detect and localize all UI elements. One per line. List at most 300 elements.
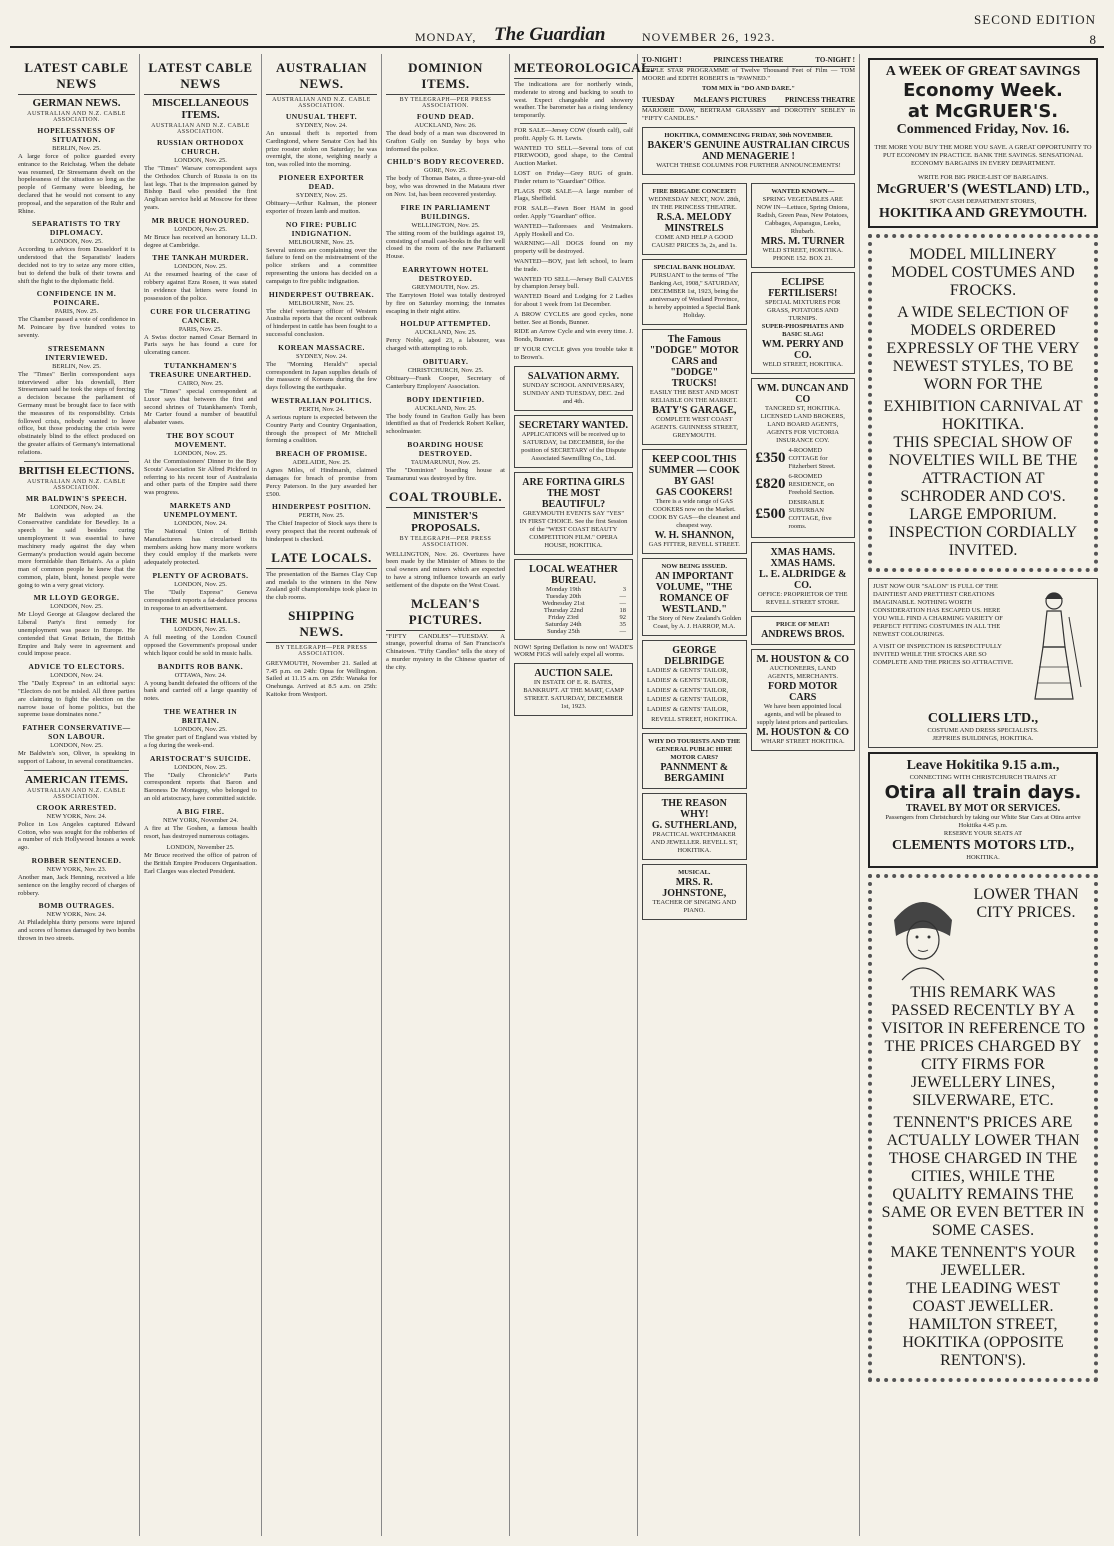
dodge-ad xyxy=(642,329,747,445)
story-dateline: WELLINGTON, Nov. 25. xyxy=(411,221,480,229)
property-price: £820 xyxy=(755,476,786,493)
masthead-page-number: 8 xyxy=(1089,32,1096,47)
property-listing xyxy=(756,473,851,497)
ad-heading: FIRE BRIGADE CONCERT! xyxy=(652,187,737,195)
ad-text: EASILY THE BEST AND MOST RELIABLE ON THE MARKET. xyxy=(649,388,739,404)
credit-line: AUSTRALIAN AND N.Z. CABLE ASSOCIATION. xyxy=(151,123,250,135)
property-listing xyxy=(756,499,851,531)
story-title: PIONEER EXPORTER DEAD. xyxy=(278,172,365,191)
rain-value: 3 xyxy=(622,585,626,593)
news-story xyxy=(144,501,257,567)
ad-text: SPECIAL MIXTURES FOR GRASS, POTATOES AND TURNIPS. xyxy=(765,298,841,322)
story-dateline: OTTAWA, Nov. 24. xyxy=(174,671,227,679)
news-story xyxy=(18,723,135,766)
story-text: The greater part of England was visited by a fog during the week-end. xyxy=(144,734,257,749)
news-story xyxy=(18,803,135,852)
ad-heading: WANTED KNOWN— xyxy=(771,187,835,195)
story-list xyxy=(18,494,135,766)
story-text: A full meeting of the London Council opposed the Government's proposal under which liquor could be sold in music halls. xyxy=(144,634,257,657)
story-title: ARISTOCRAT'S SUICIDE. xyxy=(149,753,252,763)
story-text: The "Dominion" boarding house at Taumarunui was destroyed by fire. xyxy=(386,466,505,482)
meat-ad xyxy=(751,616,856,645)
story-text: At Philadelphia thirty persons were injured and scores of homes damaged by two bombs thrown in two streets. xyxy=(18,919,135,943)
ad-heading: BATY'S GARAGE, xyxy=(652,404,737,416)
ad-text: Passengers from Christchurch by taking our White Star Cars at Otira arrive Hokitika 4.45 p.m. xyxy=(885,814,1081,829)
ad-text: COME AND HELP A GOOD CAUSE! PRICES 3s, 2s, and 1s. xyxy=(651,233,737,249)
ad-heading: R.S.A. MELODY MINSTRELS xyxy=(656,211,732,234)
section-heading: SHIPPING NEWS. xyxy=(266,608,377,643)
story-dateline: GORE, Nov. 25. xyxy=(423,167,468,175)
theatre-name: McLEAN'S PICTURES xyxy=(693,96,766,105)
story-dateline: NEW YORK, Nov. 24. xyxy=(46,911,107,919)
ad-heading: COLLIERS LTD., xyxy=(927,711,1039,726)
ad-heading: ANDREWS BROS. xyxy=(761,628,845,640)
ad-text: COMPLETE WEST COAST AGENTS. GUINNESS STREET, GREYMOUTH. xyxy=(650,415,739,439)
article-text: "FIFTY CANDLES"—TUESDAY. A strange, powerful drama of San Francisco's Chinatown. "Fifty Candles" tells the story of a murder mystery in the Chinese quarter of the city. xyxy=(386,632,505,671)
story-dateline: LONDON, Nov. 25. xyxy=(174,626,227,634)
weather-bureau xyxy=(514,559,633,640)
story-dateline: BERLIN, Nov. 25. xyxy=(52,362,101,370)
table-row xyxy=(519,600,628,607)
ad-text: We have been appointed local agents, and will be pleased to supply latest prices and particulars. xyxy=(756,702,849,726)
weather-text: The indications are for northerly winds, moderate to strong and backing to south to west. Expect changeable and showery weather. The barometer has a rising tendency temporarily. xyxy=(514,81,633,120)
list-item: WANTED TO SELL—Jersey Bull CALVES by champion Jersey bull. xyxy=(514,275,633,291)
news-story xyxy=(266,220,377,286)
ad-text: THIS REMARK WAS PASSED RECENTLY BY A VISITOR IN REFERENCE TO THE PRICES CHARGED BY CITY FIRMS FOR JEWELLERY LINES, SILVERWARE, ETC. xyxy=(880,984,1085,1109)
article-text: NOW! Spring Deflation is now on! WADE'S WORM FIGS will safely expel all worms. xyxy=(514,643,633,659)
ad-heading: Leave Hokitika 9.15 a.m., xyxy=(906,758,1060,773)
rain-value: 35 xyxy=(619,620,626,628)
ad-heading: AN IMPORTANT VOLUME, "THE ROMANCE OF WESTLAND." xyxy=(655,570,734,615)
list-item: LADIES' & GENTS' TAILOR, xyxy=(647,696,729,704)
ad-heading: FORD MOTOR CARS xyxy=(767,680,838,703)
news-story xyxy=(144,307,257,357)
ad-heading: at McGRUER'S. xyxy=(907,101,1059,122)
dress-illustration-icon xyxy=(1019,587,1089,707)
section-subheading: GERMAN NEWS. xyxy=(32,97,121,109)
story-list xyxy=(18,126,135,457)
story-dateline: SYDNEY, Nov. 24. xyxy=(296,352,347,360)
ad-heading: NOW BEING ISSUED. xyxy=(661,562,727,570)
list-item: FOR SALE—Jersey COW (fourth calf), calf profit. Apply G. H. Lewis. xyxy=(514,126,633,142)
ad-heading: THE REASON WHY! xyxy=(661,797,727,820)
story-text: The body found in Grafton Gully has been identified as that of Frederick Robert Kelker, schoolmaster. xyxy=(386,412,505,436)
ad-text: IN ESTATE OF E. R. BATES, BANKRUPT. AT THE MART, CAMP STREET. SATURDAY, DECEMBER 1st, 1923. xyxy=(523,679,624,711)
table-row xyxy=(519,628,628,635)
rain-day: Wednesday 21st xyxy=(542,599,585,607)
story-title: NO FIRE: PUBLIC INDIGNATION. xyxy=(285,219,358,238)
story-title: BREACH OF PROMISE. xyxy=(275,449,368,459)
story-dateline: NEW YORK, Nov. 24. xyxy=(46,812,107,820)
story-title: CURE FOR ULCERATING CANCER. xyxy=(150,306,251,325)
circus-ad xyxy=(642,127,855,175)
ad-text: JUST NOW OUR "SALON" IS FULL OF THE DAINTIEST AND PRETTIEST CREATIONS IMAGINABLE. NOTHING WORTH CONSIDERATION HAS ESCAPED US. HERE YOU WILL FIND A CHARMING VARIETY OF PERFECT FITTING COSTUMES IN ALL THE NEWEST COLOURINGS. xyxy=(873,583,1003,638)
section-heading: LATEST CABLE NEWS xyxy=(144,60,257,95)
book-ad xyxy=(642,558,747,636)
story-text: At the resumed hearing of the case of robbery against Ezra Rosen, it was stated in evidence that letters were found in possession of the police. xyxy=(144,271,257,302)
news-story xyxy=(386,203,505,261)
ad-text: WRITE FOR BIG PRICE-LIST OF BARGAINS. xyxy=(918,174,1048,181)
ad-heading: TRAVEL BY MOT OR SERVICES. xyxy=(905,803,1061,814)
ad-text: A WIDE SELECTION OF MODELS ORDERED EXPRESSLY OF THE VERY NEWEST STYLES, TO BE WORN FOR THE xyxy=(886,304,1080,393)
news-story xyxy=(144,844,257,875)
story-text: Police in Los Angeles captured Edward Cotton, who was sought for the robberies of a number of rich Hollywood houses a week ago. xyxy=(18,820,135,852)
auction-ad xyxy=(514,663,633,716)
ad-text: PURSUANT to the terms of "The Banking Act, 1908," SATURDAY, DECEMBER 1st, 1923, being the anniversary of Westland Province, is hereby appointed a Special Bank Holiday. xyxy=(648,271,740,319)
table-row xyxy=(519,593,628,600)
list-item: LADIES' & GENTS' TAILOR, xyxy=(647,706,729,714)
section-heading: COAL TROUBLE. xyxy=(386,489,505,508)
credit-line: BY TELEGRAPH—PER PRESS ASSOCIATION. xyxy=(399,535,492,548)
theatre-banner xyxy=(642,54,855,67)
story-dateline: LONDON, Nov. 25. xyxy=(174,580,227,588)
story-dateline: GREYMOUTH, Nov. 25. xyxy=(412,283,479,291)
ad-text: GREYMOUTH EVENTS SAY "YES" IN FIRST CHOICE. See the first Session of the "WEST COAST BEAUTY COMPETITION FILM." OPERA HOUSE, HOKITIKA. xyxy=(519,509,628,549)
list-item: WANTED—Tailoresses and Vestmakers. Apply Hoskell and Co. xyxy=(514,222,633,238)
ad-text: PRACTICAL WATCHMAKER AND JEWELLER. REVELL ST, HOKITIKA. xyxy=(650,830,738,854)
ad-text: TOM MIX in "DO AND DARE." xyxy=(701,84,796,92)
list-item: IF YOUR CYCLE gives you trouble take it to Brown's. xyxy=(514,345,633,361)
story-title: PLENTY OF ACROBATS. xyxy=(152,570,249,580)
tailor-lines xyxy=(647,667,742,714)
ad-text: TENNENT'S PRICES ARE ACTUALLY LOWER THAN THOSE CHARGED IN THE CITIES, WHILE THE QUALITY REMAINS THE SAME OR EVEN BETTER IN SOME CASES. xyxy=(881,1114,1085,1239)
divider xyxy=(24,770,129,771)
ad-heading: GEORGE DELBRIDGE xyxy=(664,644,725,667)
story-dateline: LONDON, Nov. 25. xyxy=(174,157,227,164)
news-story xyxy=(18,126,135,215)
rain-value: — xyxy=(619,627,626,635)
news-story xyxy=(144,253,257,302)
story-list xyxy=(266,112,377,544)
story-text: The Chief Inspector of Stock says there is every prospect that the recent outbreak of hinderpest is checked. xyxy=(266,520,377,543)
story-text: Another man, Jack Henning, received a life sentence on the lengthy record of charges of robbery. xyxy=(18,874,135,897)
story-title: HOLDUP ATTEMPTED. xyxy=(400,319,491,329)
column-3 xyxy=(262,54,382,1536)
story-dateline: LONDON, Nov. 25. xyxy=(174,449,227,457)
list-item: RIDE an Arrow Cycle and win every time. J. Bonds, Bunner. xyxy=(514,328,633,344)
news-story xyxy=(18,494,135,590)
news-story xyxy=(266,173,377,216)
section-heading: METEOROLOGICAL. xyxy=(514,60,633,79)
story-dateline: CHRISTCHURCH, Nov. 25. xyxy=(407,366,484,374)
story-dateline: AUCKLAND, Nov. 25. xyxy=(414,404,477,412)
ad-text: JEFFRIES BUILDINGS, HOKITIKA. xyxy=(932,735,1034,742)
ad-heading: W. H. SHANNON, xyxy=(654,529,734,541)
story-title: BOARDING HOUSE DESTROYED. xyxy=(407,439,484,458)
credit-line: AUSTRALIAN AND N.Z. CABLE ASSOCIATION. xyxy=(27,478,126,491)
story-title: MR BRUCE HONOURED. xyxy=(151,215,250,225)
ad-heading: WM. PERRY AND CO. xyxy=(761,338,844,361)
ad-heading: The Famous "DODGE" MOTOR CARS and "DODGE" TRUCKS! xyxy=(649,333,739,389)
column-2 xyxy=(140,54,262,1536)
beauty-contest-ad xyxy=(514,472,633,555)
story-text: The sitting room of the buildings against 19, consisting of small cast-books in the fire well closed in the room of the new Parliament House. xyxy=(386,229,505,261)
ad-heading: HOKITIKA AND GREYMOUTH. xyxy=(878,206,1088,221)
theatre-banner xyxy=(642,94,855,107)
table-row xyxy=(519,621,628,628)
rain-value: 92 xyxy=(619,613,626,621)
story-dateline: ADELAIDE, Nov. 25. xyxy=(292,459,351,467)
property-price: £500 xyxy=(755,506,786,523)
story-text: Obituary—Arthur Kalman, the pioneer exporter of frozen lamb and mutton. xyxy=(266,199,377,215)
ad-text: A VISIT OF INSPECTION IS RESPECTFULLY INVITED WHILE THE STOCKS ARE SO COMPLETE AND THE PRICES SO ATTRACTIVE. xyxy=(873,643,1014,666)
rainfall-table xyxy=(519,586,628,635)
ad-text: THIS SPECIAL SHOW OF NOVELTIES WILL BE THE ATTRACTION AT xyxy=(888,434,1078,487)
jeweller-ad xyxy=(642,793,747,860)
ad-text: THE MORE YOU BUY THE MORE YOU SAVE. A GREAT OPPORTUNITY TO PUT ECONOMY IN PRACTICE. BANK THE SAVINGS. SENSATIONAL ECONOMY BARGAINS IN EVERY DEPARTMENT. xyxy=(874,144,1092,167)
ad-heading: SECRETARY WANTED. xyxy=(519,419,628,431)
section-subheading: MISCELLANEOUS ITEMS. xyxy=(152,97,249,121)
mcgruers-ad xyxy=(868,58,1098,228)
list-item: WARNING—All DOGS found on my property will be destroyed. xyxy=(514,240,633,256)
fire-brigade-ad xyxy=(642,183,747,255)
ad-heading: WM. DUNCAN AND CO xyxy=(757,382,849,405)
news-story xyxy=(386,319,505,353)
story-title: ROBBER SENTENCED. xyxy=(31,856,122,866)
ad-text: APPLICATIONS will be received up to SATURDAY, 1st DECEMBER, for the position of SECRETARY of the Dispute Associated Sawmilling Co., Ltd. xyxy=(521,430,626,462)
ad-text: SUNDAY SCHOOL ANNIVERSARY, SUNDAY AND TUESDAY, DEC. 2nd and 4th. xyxy=(522,381,625,405)
story-text: An unusual theft is reported from Cardingtond, where Senator Cox had his prize rooster stolen on Saturday; he was overnight, the stone, weighing nearly a ton, was rolled into the morning. xyxy=(266,130,377,169)
story-text: The body of Thomas Bates, a three-year-old boy, who was drowned in the Mataura river on Nov. 1st, has been recovered yesterday. xyxy=(386,175,505,198)
story-title: ADVICE TO ELECTORS. xyxy=(28,662,125,672)
story-title: BODY IDENTIFIED. xyxy=(406,394,485,404)
section-heading: AUSTRALIAN NEWS. xyxy=(266,60,377,95)
story-title: UNUSUAL THEFT. xyxy=(285,112,358,121)
ad-text: HAMILTON STREET, HOKITIKA (OPPOSITE RENTON'S). xyxy=(902,1316,1064,1369)
ad-column-left xyxy=(642,179,747,924)
story-title: MR BALDWIN'S SPEECH. xyxy=(25,493,128,503)
story-text: The "Times" Warsaw correspondent says the Orthodox Church of Russia is on its last legs. That is the impression gained by Bishop Basil who presided the first Anglican service held at Moscow for three years. xyxy=(144,165,257,211)
column-4 xyxy=(382,54,510,1536)
story-title: RUSSIAN ORTHODOX CHURCH. xyxy=(156,138,245,156)
news-story xyxy=(266,449,377,498)
ad-text: There is a wide range of GAS COOKERS now on the Market. COOK BY GAS—the cleanest and cheapest way. xyxy=(648,497,740,529)
property-description: DESIRABLE SUBURBAN COTTAGE, five rooms. xyxy=(788,498,832,530)
story-text: Mr Baldwin was adopted as the Conservative candidate for Bewdley. In a speech he said besides curing unemployment it was essential to have machinery ready against the day when Germany's production would again become more formidable than Britain's. As a plain man of common people he knew that the common, plain, blunt, honest people were going to win a very great victory. xyxy=(18,511,135,589)
story-text: According to advices from Dusseldorf it is understood that the Separatists' leaders decided not to try to seize any more cities, but to defend the bulk of their towns and shift the fight to the diplomatic field. xyxy=(18,246,135,285)
theatre-tonight-left: TO-NIGHT ! xyxy=(642,56,682,64)
story-title: FIRE IN PARLIAMENT BUILDINGS. xyxy=(400,202,491,221)
story-dateline: NEW YORK, Nov. 23. xyxy=(46,866,107,874)
ad-text: The Story of New Zealand's Golden Coast, by A. J. HARROP, M.A. xyxy=(647,614,742,630)
section-heading: LATE LOCALS. xyxy=(266,550,377,569)
story-title: FATHER CONSERVATIVE—SON LABOUR. xyxy=(22,723,131,742)
column-7 xyxy=(862,54,1104,1536)
news-story xyxy=(18,901,135,942)
story-title: HINDERPEST OUTBREAK. xyxy=(268,289,375,299)
ad-heading: M. HOUSTON & CO xyxy=(756,653,850,665)
news-story xyxy=(144,616,257,657)
story-dateline: LONDON, Nov. 25. xyxy=(174,225,227,233)
ad-heading: BAKER'S GENUINE AUSTRALIAN CIRCUS AND MENAGERIE ! xyxy=(647,139,850,162)
news-story xyxy=(18,856,135,897)
story-title: EARRYTOWN HOTEL DESTROYED. xyxy=(402,264,489,283)
property-price: £350 xyxy=(755,450,786,467)
story-title: BANDITS ROB BANK. xyxy=(157,661,244,671)
story-list xyxy=(144,138,257,876)
story-dateline: BERLIN, Nov. 25. xyxy=(52,145,101,152)
ad-text: INSPECTION CORDIALLY INVITED. xyxy=(888,524,1078,559)
ad-text: WHARF STREET HOKITIKA. xyxy=(760,737,845,745)
news-story xyxy=(144,361,257,427)
story-dateline: SYDNEY, Nov. 24. xyxy=(296,122,347,129)
hams-ad xyxy=(751,542,856,612)
table-row xyxy=(519,614,628,621)
ad-text: TRIPLE STAR PROGRAMME of Twelve Thousand Feet of Film — TOM MOORE and EDITH ROBERTS in "PAWNED." xyxy=(642,67,855,82)
story-dateline: PERTH, Nov. 24. xyxy=(298,405,345,413)
story-dateline: LONDON, Nov. 25. xyxy=(174,726,227,734)
ad-text: MARJORIE DAW, BERTRAM GRASSBY and DOROTHY SEBLEY in "FIFTY CANDLES." xyxy=(642,107,855,123)
news-story xyxy=(18,593,135,658)
column-5 xyxy=(510,54,655,1536)
divider xyxy=(520,123,627,124)
salvation-army-ad xyxy=(514,366,633,411)
rain-day: Thursday 22nd xyxy=(543,606,583,614)
ad-heading: WHY DO TOURISTS AND THE GENERAL PUBLIC HIRE MOTOR CARS? xyxy=(648,737,741,761)
news-story xyxy=(144,754,257,803)
masthead-edition: SECOND EDITION xyxy=(974,12,1096,27)
news-story xyxy=(144,571,257,612)
story-dateline: PARIS, Nov. 25. xyxy=(178,325,223,333)
masthead xyxy=(10,10,1104,48)
story-dateline: NEW YORK, November 24. xyxy=(163,816,238,824)
ad-heading: MUSICAL. xyxy=(678,868,711,876)
story-text: The dead body of a man was discovered in Grafton Gully on Sunday by boys who informed the police. xyxy=(386,130,505,153)
section-subheading: MINISTER'S PROPOSALS. xyxy=(411,509,480,534)
ad-heading: Otira all train days. xyxy=(884,782,1082,803)
ad-heading: PANNMENT & BERGAMINI xyxy=(660,761,729,784)
story-dateline: LONDON, Nov. 25. xyxy=(50,238,103,246)
ad-heading: SUPER-PHOSPHATES AND BASIC SLAG! xyxy=(761,322,844,338)
story-title: CONFIDENCE IN M. POINCARE. xyxy=(36,289,117,308)
story-title: TUTANKHAMEN'S TREASURE UNEARTHED. xyxy=(149,360,252,379)
story-title: A BIG FIRE. xyxy=(176,806,225,816)
story-text: The "Daily Express" Geneva correspondent reports a fat-deduce process in response to an advertisement. xyxy=(144,588,257,612)
ad-heading: CLEMENTS MOTORS LTD., xyxy=(891,838,1075,853)
rain-day: Sunday 25th xyxy=(547,627,580,635)
list-item: A BROW CYCLES are good cycles, none better. See at Bonds, Bunner. xyxy=(514,310,633,326)
story-text: The "Daily Express" in an editorial says: "Electors do not be misled. All three parties are claiming to fight the election on the narrow issue of home politics, but the supreme issue dominates none." xyxy=(18,680,135,719)
story-text: The "Times" special correspondent at Luxor says that between the first and second shrines of Tutankhamen's Tomb, Mr Carter found a number of beautiful alabaster vases. xyxy=(144,387,257,427)
story-title: FOUND DEAD. xyxy=(416,112,475,121)
ad-heading: HOKITIKA, COMMENCING FRIDAY, 30th NOVEMBER. xyxy=(664,131,833,139)
news-story xyxy=(266,290,377,339)
story-dateline: CAIRO, Nov. 25. xyxy=(177,379,224,387)
story-title: THE MUSIC HALLS. xyxy=(160,616,241,626)
story-title: CROOK ARRESTED. xyxy=(36,802,117,812)
ad-heading: Commenced Friday, Nov. 16. xyxy=(896,122,1070,137)
motor-hire-ad xyxy=(642,733,747,789)
story-title: MARKETS AND UNEMPLOYMENT. xyxy=(163,500,238,519)
credit-line: BY TELEGRAPH—PER PRESS ASSOCIATION. xyxy=(275,644,368,657)
news-story xyxy=(144,216,257,250)
music-ad xyxy=(642,864,747,920)
news-story xyxy=(386,265,505,315)
ad-text: WATCH THESE COLUMNS FOR FURTHER ANNOUNCEMENTS! xyxy=(656,161,841,169)
story-text: The "Times" Berlin correspondent says interviewed after his downfall, Herr Stresemann said he took the steps of forcing a decision because the parliament of Germany must be brought face to face with the measures of its responsibility. Crisis followed crisis, nobody wanted to leave office, but those producing the crisis were obstinately blind to the effect produced on the greater affairs of Germany's international relations. xyxy=(18,370,135,456)
news-story xyxy=(266,112,377,169)
ad-text: GAS FITTER, REVELL STREET. xyxy=(648,540,740,548)
ad-heading: LOCAL WEATHER BUREAU. xyxy=(529,563,618,586)
story-title: SEPARATISTS TO TRY DIPLOMACY. xyxy=(32,219,121,238)
story-dateline: LONDON, Nov. 24. xyxy=(50,503,103,511)
story-dateline: MELBOURNE, Nov. 25. xyxy=(288,238,355,246)
story-dateline: LONDON, Nov. 25. xyxy=(174,263,227,271)
ad-heading: LOWER THAN xyxy=(973,886,1079,903)
ad-heading: McGRUER'S (WESTLAND) LTD., xyxy=(876,182,1090,197)
story-dateline: TAUMARUNUI, Nov. 25. xyxy=(410,458,481,466)
story-list xyxy=(386,112,505,483)
news-story xyxy=(386,157,505,198)
property-list xyxy=(756,447,851,531)
ad-heading: SCHRODER AND CO'S. xyxy=(900,488,1066,505)
news-story xyxy=(18,344,135,457)
ad-text: SPOT CASH DEPARTMENT STORES, xyxy=(929,198,1037,205)
ad-heading: KEEP COOL THIS SUMMER — COOK BY GAS! xyxy=(648,453,740,487)
ad-text: TEACHER OF SINGING AND PIANO. xyxy=(652,898,737,914)
ad-text: SPRING VEGETABLES ARE NOW IN—Lettuce, Spring Onions, Radish, Green Peas, New Potatoes, Cabbages, Asparagus, Leeks, Rhubarb. xyxy=(756,195,849,235)
ad-heading: A WEEK OF GREAT SAVINGS xyxy=(885,64,1081,79)
ad-heading: ARE FORTINA GIRLS THE MOST BEAUTIFUL? xyxy=(522,476,625,510)
story-title: HINDERPEST POSITION. xyxy=(271,502,372,512)
news-story xyxy=(18,219,135,285)
rain-value: 18 xyxy=(619,606,626,614)
vegetables-ad xyxy=(751,183,856,268)
list-item: WANTED Board and Lodging for 2 Ladies for about 1 week from 1st December. xyxy=(514,293,633,308)
ad-heading: EXHIBITION CARNIVAL AT HOKITIKA. xyxy=(883,398,1083,433)
ad-heading: M. HOUSTON & CO xyxy=(756,726,850,738)
classified-list xyxy=(514,127,633,362)
story-text: Several unions are complaining over the failure to fend on the mistreatment of the police strikers and a committee representing the unions has decided on a campaign to fire public indignation. xyxy=(266,246,377,285)
ad-heading: XMAS HAMS. XMAS HAMS. xyxy=(770,546,835,569)
ad-text: WEDNESDAY NEXT, NOV. 28th, IN THE PRINCESS THEATRE. xyxy=(648,195,741,211)
news-story xyxy=(386,440,505,483)
news-story xyxy=(266,396,377,445)
news-story xyxy=(386,357,505,391)
ad-heading: MODEL COSTUMES AND FROCKS. xyxy=(891,264,1075,299)
ad-column-right xyxy=(751,179,856,924)
property-listing xyxy=(756,447,851,471)
story-title: BOMB OUTRAGES. xyxy=(38,901,115,911)
story-title: MR LLOYD GEORGE. xyxy=(33,593,120,603)
ad-heading: ECLIPSE FERTILISERS! xyxy=(768,276,838,299)
news-story xyxy=(144,707,257,750)
fertiliser-ad xyxy=(751,272,856,374)
ad-text: AUCTIONEERS, LAND AGENTS, MERCHANTS. xyxy=(767,664,839,680)
article-text: WELLINGTON, Nov. 26. Overtures have been made by the Minister of Mines to the coal owners and miners which are expected to have a strong influence towards an early settlement of the dispute on the West Coast. xyxy=(386,550,505,589)
story-text: Agnes Miles, of Hindmarsh, claimed damages for breach of promise from Percy Paterson. In the jury awarded her £500. xyxy=(266,467,377,498)
property-description: 4-ROOMED COTTAGE for Fitzherbert Street. xyxy=(788,446,836,470)
ad-text: HOKITIKA. xyxy=(966,854,1000,861)
bank-holiday-ad xyxy=(642,259,747,325)
story-text: A large force of police guarded every entrance to the Reichstag. When the debate was resumed, Dr Stresemann dwelt on the hopelessness of the situation so long as the people of Germany were bleeding, he declared that he would not consent to any proposal, and the separation of the Ruhr and Rhine. xyxy=(18,153,135,215)
section-heading: McLEAN'S PICTURES. xyxy=(386,596,505,631)
story-dateline: AUCKLAND, Nov. 25. xyxy=(414,329,477,337)
masthead-date: NOVEMBER 26, 1923. xyxy=(642,30,776,44)
story-text: Percy Noble, aged 23, a labourer, was charged with attempting to rob. xyxy=(386,337,505,353)
story-dateline: LONDON, Nov. 25. xyxy=(50,742,103,750)
news-story xyxy=(386,395,505,436)
news-story xyxy=(266,502,377,543)
story-dateline: MELBOURNE, Nov. 25. xyxy=(288,299,355,307)
story-text: Mr Lloyd George at Glasgow declared the Liberal Party's first remedy for unemployment was peace in Europe. He contended that Great Britain, the British Empire and Italy were in agreement and could impose peace. xyxy=(18,611,135,658)
ad-text: WELD STREET, HOKITIKA. xyxy=(762,360,843,368)
section-subheading: AMERICAN ITEMS. xyxy=(25,773,128,786)
list-item: WANTED—BOY, just left school, to learn the trade. xyxy=(514,257,633,273)
story-title: STRESEMANN INTERVIEWED. xyxy=(45,343,108,362)
story-dateline: PARIS, Nov. 25. xyxy=(54,308,99,316)
ad-heading: CITY PRICES. xyxy=(976,904,1076,921)
